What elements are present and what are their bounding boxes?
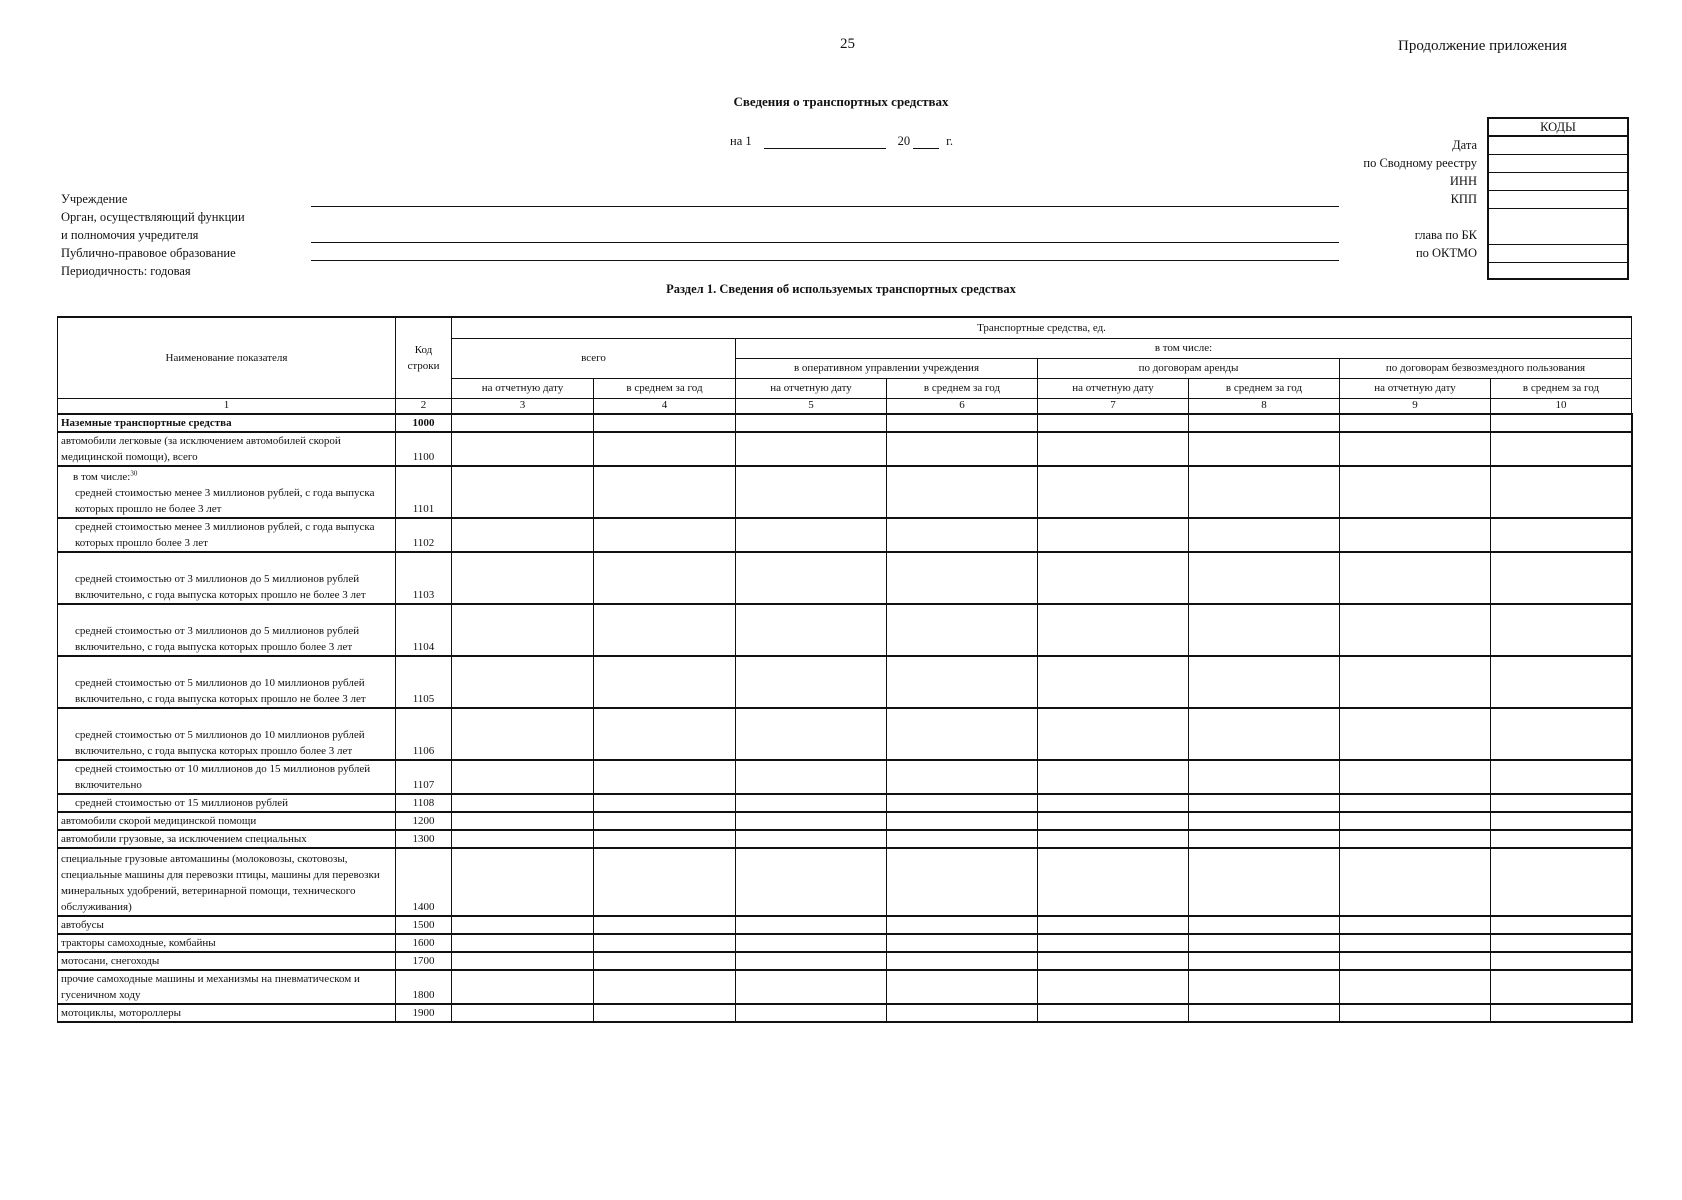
data-cell-col-4[interactable] [594,952,736,970]
header-total-avg: в среднем за год [594,378,736,398]
data-cell-col-6[interactable] [887,1004,1038,1022]
row-code: 1700 [396,952,452,970]
row-name-text: средней стоимостью от 10 миллионов до 15 миллионов рублей включительно [75,762,371,791]
data-cell-col-9[interactable] [1340,518,1491,552]
data-cell-col-10[interactable] [1491,656,1632,708]
data-cell-col-6[interactable] [887,466,1038,518]
data-cell-col-10[interactable] [1491,916,1632,934]
continuation-label: Продолжение приложения [1398,38,1568,54]
codes-label-registry: по Сводному реестру [1363,156,1477,170]
data-cell-col-10[interactable] [1491,812,1632,830]
data-cell-col-8[interactable] [1189,916,1340,934]
data-cell-col-8[interactable] [1189,656,1340,708]
data-cell-col-9[interactable] [1340,656,1491,708]
data-cell-col-5[interactable] [736,466,887,518]
row-name-text: средней стоимостью от 3 миллионов до 5 миллионов рублей включительно, с года выпуска которых прошло не более 3 лет [75,572,366,601]
periodicity-label: Периодичность: годовая [61,264,191,278]
data-cell-col-5[interactable] [736,848,887,916]
code-registry-cell[interactable] [1489,155,1627,173]
row-code: 1106 [396,708,452,760]
date-year-field[interactable] [913,134,939,149]
row-name-text: средней стоимостью менее 3 миллионов рублей, с года выпуска которых прошло более 3 лет [75,520,375,549]
vehicles-table [57,316,1633,1023]
row-indicator-name [58,760,396,794]
data-cell-col-3[interactable] [452,414,594,432]
date-prefix: на 1 [730,134,752,148]
data-cell-col-9[interactable] [1340,414,1491,432]
data-cell-col-8[interactable] [1189,432,1340,466]
row-code: 1300 [396,830,452,848]
header-indicator-name: Наименование показателя [58,317,396,398]
row-code: 1600 [396,934,452,952]
data-cell-col-3[interactable] [452,830,594,848]
data-cell-col-4[interactable] [594,812,736,830]
table-row [58,552,1632,604]
codes-box [1487,117,1629,280]
data-cell-col-5[interactable] [736,760,887,794]
data-cell-col-3[interactable] [452,656,594,708]
data-cell-col-4[interactable] [594,916,736,934]
table-row [58,848,1632,916]
data-cell-col-4[interactable] [594,604,736,656]
row-name-text: средней стоимостью менее 3 миллионов рублей, с года выпуска которых прошло не более 3 лет [75,486,375,515]
data-cell-col-7[interactable] [1038,1004,1189,1022]
data-cell-col-10[interactable] [1491,414,1632,432]
data-cell-col-3[interactable] [452,1004,594,1022]
row-code: 1104 [396,604,452,656]
data-cell-col-6[interactable] [887,518,1038,552]
row-code: 1100 [396,432,452,466]
data-cell-col-7[interactable] [1038,952,1189,970]
data-cell-col-8[interactable] [1189,934,1340,952]
row-name-text: автомобили скорой медицинской помощи [61,814,257,827]
row-name-text: средней стоимостью от 5 миллионов до 10 миллионов рублей включительно, с года выпуска которых прошло не более 3 лет [75,676,366,705]
data-cell-col-4[interactable] [594,794,736,812]
data-cell-col-4[interactable] [594,1004,736,1022]
data-cell-col-5[interactable] [736,812,887,830]
data-cell-col-5[interactable] [736,1004,887,1022]
row-code: 1800 [396,970,452,1004]
data-cell-col-8[interactable] [1189,848,1340,916]
table-row [58,432,1632,466]
data-cell-col-9[interactable] [1340,604,1491,656]
table-row [58,812,1632,830]
data-cell-col-4[interactable] [594,970,736,1004]
data-cell-col-9[interactable] [1340,760,1491,794]
row-name-text: Наземные транспортные средства [61,416,232,429]
data-cell-col-6[interactable] [887,812,1038,830]
col-number: 8 [1189,398,1340,414]
data-cell-col-9[interactable] [1340,934,1491,952]
row-code: 1200 [396,812,452,830]
header-total-at-date: на отчетную дату [452,378,594,398]
row-indicator-name [58,604,396,656]
row-name-text: мотоциклы, мотороллеры [61,1006,182,1019]
row-name-text: специальные грузовые автомашины (молоковозы, скотовозы, специальные машины для перевозки птицы, машины для перевозки минеральных удобрений, ветеринарной помощи, технического обслуживания) [61,852,380,913]
data-cell-col-10[interactable] [1491,952,1632,970]
data-cell-col-6[interactable] [887,794,1038,812]
col-number: 5 [736,398,887,414]
row-indicator-name [58,934,396,952]
data-cell-col-7[interactable] [1038,970,1189,1004]
data-cell-col-7[interactable] [1038,794,1189,812]
date-suffix: г. [946,134,953,148]
header-row-code: Код строки [396,317,452,398]
data-cell-col-5[interactable] [736,432,887,466]
data-cell-col-4[interactable] [594,934,736,952]
data-cell-col-8[interactable] [1189,952,1340,970]
data-cell-col-9[interactable] [1340,848,1491,916]
table-row [58,1004,1632,1022]
row-code: 1400 [396,848,452,916]
data-cell-col-8[interactable] [1189,812,1340,830]
data-cell-col-3[interactable] [452,934,594,952]
data-cell-col-8[interactable] [1189,414,1340,432]
data-cell-col-6[interactable] [887,604,1038,656]
row-name-text: прочие самоходные машины и механизмы на пневматическом и гусеничном ходу [61,972,360,1001]
data-cell-col-5[interactable] [736,518,887,552]
col-number: 10 [1491,398,1632,414]
data-cell-col-10[interactable] [1491,760,1632,794]
row-code: 1500 [396,916,452,934]
data-cell-col-7[interactable] [1038,552,1189,604]
data-cell-col-8[interactable] [1189,760,1340,794]
page-title: Сведения о транспортных средствах [733,94,949,109]
data-cell-col-7[interactable] [1038,708,1189,760]
col-number: 4 [594,398,736,414]
founder-label-line2: и полномочия учредителя [61,228,199,242]
code-inn-cell[interactable] [1489,173,1627,191]
data-cell-col-9[interactable] [1340,432,1491,466]
requisites-labels [61,190,245,280]
row-code: 1900 [396,1004,452,1022]
data-cell-col-9[interactable] [1340,552,1491,604]
data-cell-col-7[interactable] [1038,656,1189,708]
header-total: всего [452,338,736,378]
data-cell-col-5[interactable] [736,708,887,760]
header-lease: по договорам аренды [1038,358,1340,378]
section-title: Раздел 1. Сведения об используемых транспортных средствах [666,282,1016,296]
data-cell-col-7[interactable] [1038,812,1189,830]
row-indicator-name [58,794,396,812]
data-cell-col-9[interactable] [1340,812,1491,830]
codes-label-kpp: КПП [1450,192,1477,206]
founder-field[interactable] [311,242,1339,243]
data-cell-col-9[interactable] [1340,1004,1491,1022]
header-free-use: по договорам безвозмездного пользования [1340,358,1632,378]
data-cell-col-8[interactable] [1189,518,1340,552]
footnote-marker: 30 [130,468,138,477]
row-indicator-name [58,552,396,604]
row-indicator-name [58,830,396,848]
data-cell-col-3[interactable] [452,952,594,970]
data-cell-col-5[interactable] [736,934,887,952]
data-cell-col-9[interactable] [1340,952,1491,970]
row-code: 1101 [396,466,452,518]
data-cell-col-10[interactable] [1491,830,1632,848]
table-row [58,708,1632,760]
row-name-prefix: в том числе: [73,470,131,483]
code-kpp-cell[interactable] [1489,191,1627,209]
data-cell-col-6[interactable] [887,848,1038,916]
code-oktmo-cell[interactable] [1489,245,1627,263]
data-cell-col-8[interactable] [1189,794,1340,812]
row-name-text: автомобили грузовые, за исключением специальных [61,832,307,845]
data-cell-col-4[interactable] [594,518,736,552]
data-cell-col-6[interactable] [887,934,1038,952]
data-cell-col-3[interactable] [452,604,594,656]
data-cell-col-6[interactable] [887,708,1038,760]
row-code: 1108 [396,794,452,812]
col-number: 6 [887,398,1038,414]
data-cell-col-5[interactable] [736,414,887,432]
data-cell-col-10[interactable] [1491,708,1632,760]
row-indicator-name [58,916,396,934]
data-cell-col-8[interactable] [1189,830,1340,848]
row-indicator-name [58,812,396,830]
data-cell-col-3[interactable] [452,432,594,466]
data-cell-col-4[interactable] [594,552,736,604]
col-number: 2 [396,398,452,414]
institution-label: Учреждение [61,192,128,206]
data-cell-col-9[interactable] [1340,708,1491,760]
data-cell-col-5[interactable] [736,552,887,604]
codes-label-bk: глава по БК [1414,228,1477,242]
row-indicator-name [58,708,396,760]
row-name-text: тракторы самоходные, комбайны [61,936,216,949]
data-cell-col-7[interactable] [1038,414,1189,432]
data-cell-col-10[interactable] [1491,518,1632,552]
data-cell-col-5[interactable] [736,656,887,708]
data-cell-col-10[interactable] [1491,970,1632,1004]
data-cell-col-7[interactable] [1038,466,1189,518]
municipality-label: Публично-правовое образование [61,246,236,260]
data-cell-col-7[interactable] [1038,760,1189,794]
data-cell-col-5[interactable] [736,952,887,970]
data-cell-col-4[interactable] [594,830,736,848]
row-name-text: средней стоимостью от 3 миллионов до 5 миллионов рублей включительно, с года выпуска которых прошло более 3 лет [75,624,360,653]
table-row [58,604,1632,656]
codes-label-date: Дата [1452,138,1477,152]
table-row [58,760,1632,794]
data-cell-col-3[interactable] [452,760,594,794]
col-number: 7 [1038,398,1189,414]
row-name-text: средней стоимостью от 15 миллионов рублей [75,796,288,809]
data-cell-col-3[interactable] [452,518,594,552]
header-free-use-avg: в среднем за год [1491,378,1632,398]
data-cell-col-6[interactable] [887,432,1038,466]
codes-label-oktmo: по ОКТМО [1415,246,1477,260]
data-cell-col-10[interactable] [1491,604,1632,656]
data-cell-col-8[interactable] [1189,970,1340,1004]
data-cell-col-7[interactable] [1038,934,1189,952]
data-cell-col-5[interactable] [736,794,887,812]
data-cell-col-8[interactable] [1189,708,1340,760]
row-indicator-name [58,656,396,708]
row-code: 1102 [396,518,452,552]
data-cell-col-5[interactable] [736,970,887,1004]
data-cell-col-10[interactable] [1491,466,1632,518]
data-cell-col-3[interactable] [452,708,594,760]
data-cell-col-6[interactable] [887,830,1038,848]
code-bk-cell[interactable] [1489,209,1627,245]
data-cell-col-6[interactable] [887,414,1038,432]
data-cell-col-7[interactable] [1038,604,1189,656]
data-cell-col-10[interactable] [1491,1004,1632,1022]
data-cell-col-3[interactable] [452,552,594,604]
data-cell-col-3[interactable] [452,916,594,934]
data-cell-col-9[interactable] [1340,916,1491,934]
col-number: 1 [58,398,396,414]
header-operational: в оперативном управлении учреждения [736,358,1038,378]
data-cell-col-6[interactable] [887,656,1038,708]
data-cell-col-4[interactable] [594,848,736,916]
data-cell-col-7[interactable] [1038,916,1189,934]
table-row [58,466,1632,518]
row-name-text: автобусы [61,918,104,931]
data-cell-col-9[interactable] [1340,466,1491,518]
municipality-field[interactable] [311,260,1339,261]
data-cell-col-6[interactable] [887,970,1038,1004]
data-cell-col-8[interactable] [1189,1004,1340,1022]
data-cell-col-4[interactable] [594,414,736,432]
row-code: 1103 [396,552,452,604]
row-name-text: мотосани, снегоходы [61,954,160,967]
row-indicator-name [58,848,396,916]
data-cell-col-4[interactable] [594,708,736,760]
row-indicator-name [58,952,396,970]
row-code: 1105 [396,656,452,708]
data-cell-col-4[interactable] [594,656,736,708]
col-number: 3 [452,398,594,414]
data-cell-col-5[interactable] [736,830,887,848]
row-indicator-name [58,1004,396,1022]
table-row [58,518,1632,552]
data-cell-col-10[interactable] [1491,552,1632,604]
data-cell-col-5[interactable] [736,916,887,934]
data-cell-col-5[interactable] [736,604,887,656]
data-cell-col-3[interactable] [452,466,594,518]
data-cell-col-8[interactable] [1189,604,1340,656]
vehicles-table-body [58,414,1632,1022]
data-cell-col-6[interactable] [887,552,1038,604]
table-row [58,934,1632,952]
data-cell-col-9[interactable] [1340,794,1491,812]
data-cell-col-3[interactable] [452,794,594,812]
header-including: в том числе: [736,338,1632,358]
data-cell-col-4[interactable] [594,466,736,518]
row-indicator-name [58,518,396,552]
row-indicator-name [58,466,396,518]
data-cell-col-6[interactable] [887,760,1038,794]
data-cell-col-7[interactable] [1038,432,1189,466]
table-row [58,952,1632,970]
founder-label-line1: Орган, осуществляющий функции [61,210,245,224]
table-row [58,970,1632,1004]
row-code: 1000 [396,414,452,432]
data-cell-col-4[interactable] [594,432,736,466]
data-cell-col-8[interactable] [1189,466,1340,518]
table-row [58,414,1632,432]
col-number: 9 [1340,398,1491,414]
date-year-prefix: 20 [897,134,911,148]
report-date-line [730,134,953,149]
header-vehicles-group: Транспортные средства, ед. [452,317,1632,338]
data-cell-col-3[interactable] [452,812,594,830]
row-indicator-name [58,414,396,432]
table-row [58,656,1632,708]
row-name-text: средней стоимостью от 5 миллионов до 10 миллионов рублей включительно, с года выпуска которых прошло более 3 лет [75,728,365,757]
data-cell-col-10[interactable] [1491,432,1632,466]
data-cell-col-10[interactable] [1491,794,1632,812]
row-indicator-name [58,970,396,1004]
data-cell-col-6[interactable] [887,952,1038,970]
header-lease-at-date: на отчетную дату [1038,378,1189,398]
data-cell-col-4[interactable] [594,760,736,794]
data-cell-col-7[interactable] [1038,848,1189,916]
data-cell-col-7[interactable] [1038,518,1189,552]
data-cell-col-7[interactable] [1038,830,1189,848]
codes-header: КОДЫ [1489,119,1627,137]
table-row [58,794,1632,812]
institution-field[interactable] [311,206,1339,207]
table-row [58,830,1632,848]
header-lease-avg: в среднем за год [1189,378,1340,398]
codes-labels [1363,136,1477,262]
table-row [58,916,1632,934]
data-cell-col-9[interactable] [1340,830,1491,848]
header-operational-at-date: на отчетную дату [736,378,887,398]
date-day-month-field[interactable] [764,134,886,149]
codes-label-blank [1363,208,1477,226]
row-code: 1107 [396,760,452,794]
data-cell-col-10[interactable] [1491,848,1632,916]
data-cell-col-9[interactable] [1340,970,1491,1004]
data-cell-col-10[interactable] [1491,934,1632,952]
page-number: 25 [840,36,855,52]
code-date-cell[interactable] [1489,137,1627,155]
row-name-text: автомобили легковые (за исключением автомобилей скорой медицинской помощи), всего [61,434,341,463]
row-indicator-name [58,432,396,466]
data-cell-col-6[interactable] [887,916,1038,934]
header-free-use-at-date: на отчетную дату [1340,378,1491,398]
data-cell-col-8[interactable] [1189,552,1340,604]
data-cell-col-3[interactable] [452,848,594,916]
codes-label-inn: ИНН [1449,174,1477,188]
header-operational-avg: в среднем за год [887,378,1038,398]
data-cell-col-3[interactable] [452,970,594,1004]
